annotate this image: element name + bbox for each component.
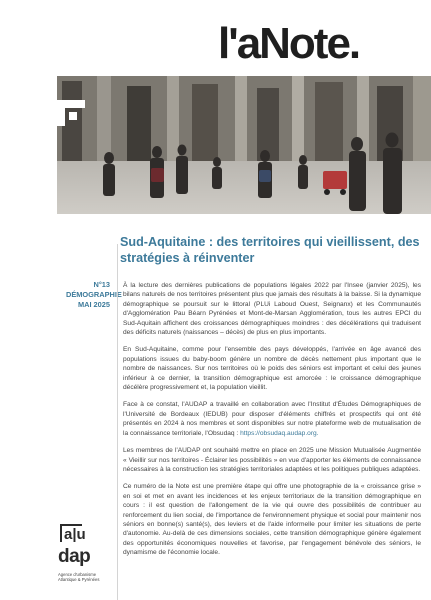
obsudaq-link[interactable]: https://obsudaq.audap.org.: [240, 429, 319, 437]
issue-number: N°13: [93, 280, 110, 289]
masthead: [0, 0, 431, 76]
hero-photo: [57, 76, 431, 214]
paragraph: [123, 400, 421, 438]
issue-topic: DÉMOGRAPHIE: [66, 290, 122, 299]
publication-title: l'aNote.: [218, 19, 360, 68]
paragraph-text: Face à ce constat, l'AUDAP a travaillé en collaboration avec l'Institut d'Études Démographiques de l'Université de Bordeaux (IEDUB) pour disposer d'éléments chiffrés et prospectifs qui ont été présentés en 2024 à nos membres et sont disponibles sur notre plateforme web de mutualisation de la connaissance territoriale, l'Obsudaq :: [123, 401, 421, 437]
issue-date: MAI 2025: [77, 300, 110, 309]
issue-meta: [66, 280, 122, 310]
paragraph: En Sud-Aquitaine, comme pour l'ensemble des pays développés, l'arrivée en âge avancé des populations issues du baby-boom génère un nombre de décès nettement plus important que le nombre de naissances. Sur nos territoires où le poids des séniors est important et celui des jeunes inférieur à ce dernier, la transition démographique est amorcée : le croissance démographique décélère progressivement et, la population vieillit.: [123, 346, 421, 392]
column-divider: [117, 244, 118, 600]
audap-logo: [54, 524, 108, 600]
article-body: [123, 281, 421, 566]
logo-au: a|u: [64, 526, 86, 543]
street-scene-image: [57, 76, 431, 214]
article-headline: Sud-Aquitaine : des territoires qui vieillissent, des stratégies à réinventer: [120, 235, 420, 265]
logo-dap: dap: [58, 546, 91, 567]
au-corner-logo-icon: [57, 100, 85, 126]
paragraph: À la lecture des dernières publications de populations légales 2022 par l'Insee (janvier 2025), les bilans naturels de nos territoires présentent plus que jamais des résultats à la baisse. Si la dynamique démographique se poursuit sur le littoral (PLUi Laboud Ouest, Seignanx) et les Communautés d'Agglomération Pau Béarn Pyrénées et Mont-de-Marsan Agglomération, tous les autres EPCI du Sud-Aquitain affichent des croissances démographiques moindres : des décélérations qui traduisent des déficits naturels (naissances – décès) de plus en plus importants.: [123, 282, 421, 337]
paragraph: Les membres de l'AUDAP ont souhaité mettre en place en 2025 une Mission Mutualisée Augmentée « Vieillir sur nos territoires - Éclairer les possibilités » en vue d'apporter les éléments de connaissance nécessaires à la construction les stratégies territoriales adaptées et les politiques publiques adaptées.: [123, 447, 421, 473]
paragraph: Ce numéro de la Note est une première étape qui offre une photographie de la « croissance grise » en soi et met en avant les incidences et les enjeux territoriaux de la transition démographique en cours : il est question de l'allongement de la vie qui ouvre des possibilités de contribuer au renforcement du lien social, de l'importance de l'environnement physique et social pour maintenir nos séniors en bonne(s) santé(s), des leviers et de l'aide informelle pour limiter les situations de perte d'autonomie. Au-delà de ces dimensions sociales, cette transition démographique génère également des opportunités économiques nouvelles et favorise, par l'engagement bénévole des séniors, le dynamisme de l'économie locale.: [123, 483, 421, 557]
logo-subtitle: Agence d'urbanisme Atlantique & Pyrénées: [58, 572, 100, 582]
